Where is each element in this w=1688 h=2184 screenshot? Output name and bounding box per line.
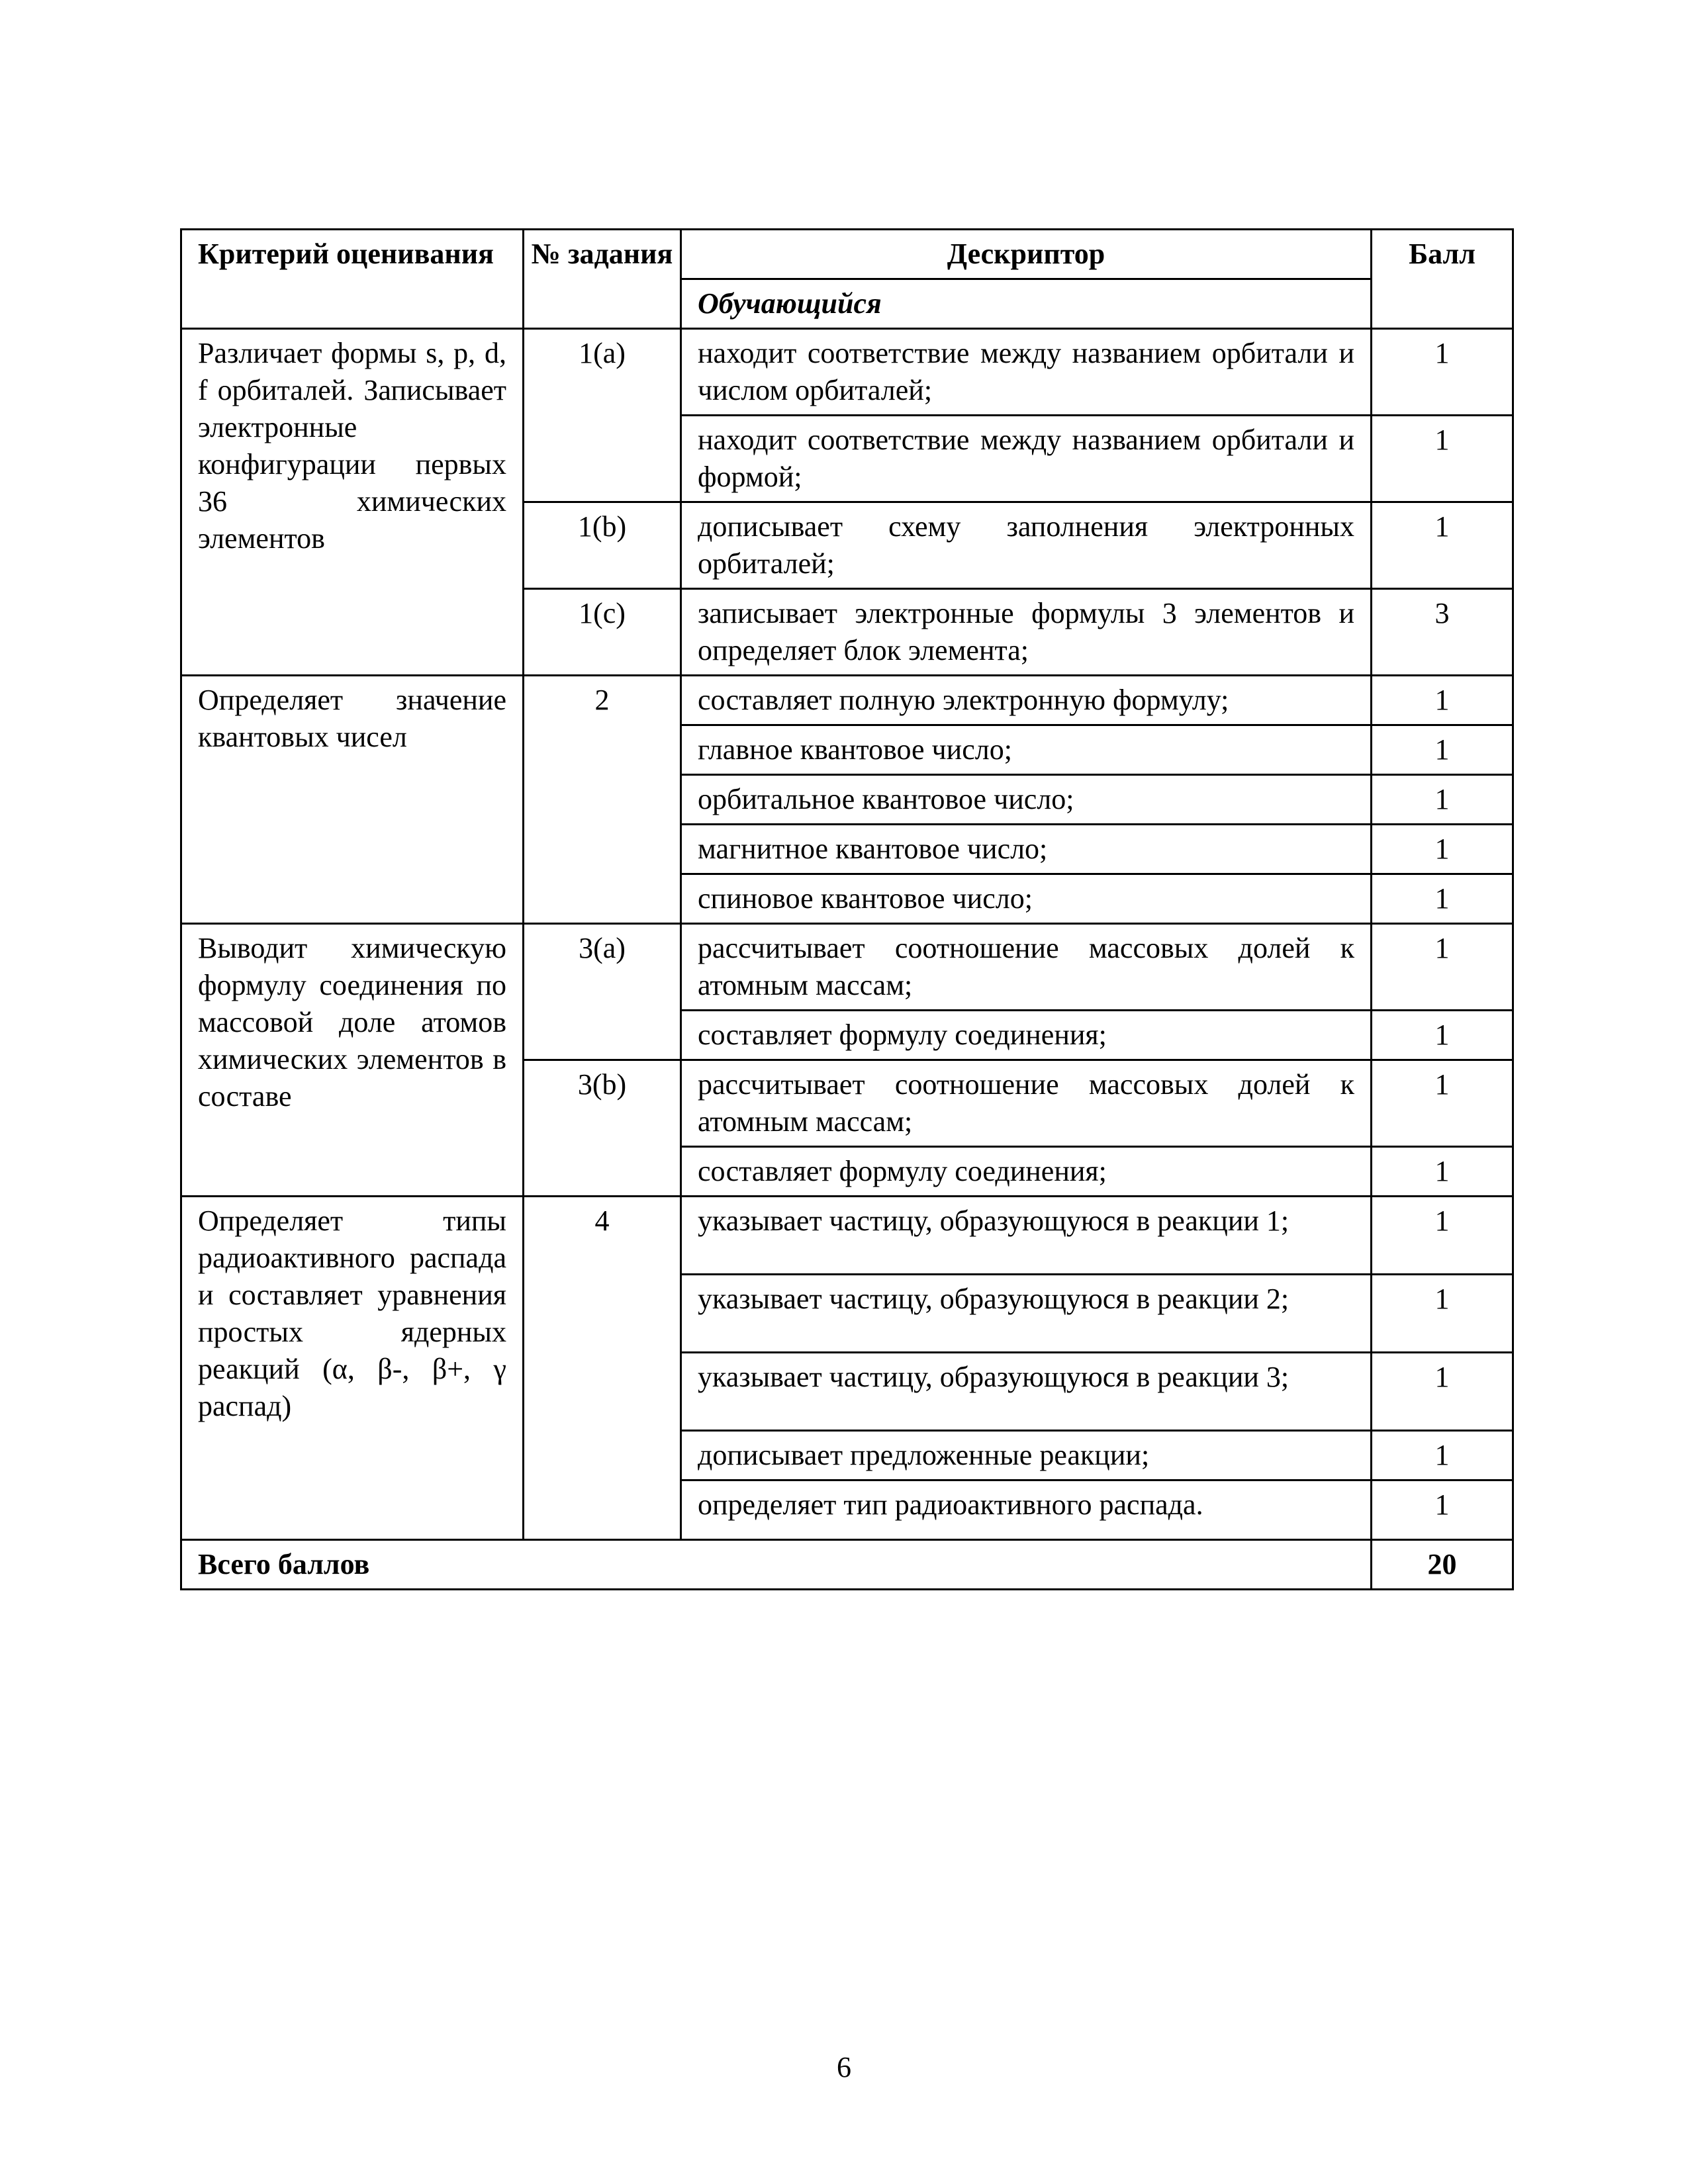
descriptor-cell: находит соответствие между названием орбитали и числом орбиталей; <box>681 329 1372 416</box>
header-task-no: № задания <box>524 230 681 329</box>
score-cell: 3 <box>1372 589 1513 676</box>
total-row <box>181 1540 1513 1590</box>
score-cell: 1 <box>1372 725 1513 775</box>
descriptor-cell: магнитное квантовое число; <box>681 825 1372 874</box>
score-cell: 1 <box>1372 416 1513 502</box>
score-cell: 1 <box>1372 775 1513 825</box>
descriptor-cell: указывает частицу, образующуюся в реакции 1; <box>681 1197 1372 1275</box>
descriptor-cell: главное квантовое число; <box>681 725 1372 775</box>
score-cell: 1 <box>1372 924 1513 1011</box>
header-criterion: Критерий оценивания <box>181 230 524 329</box>
task-number-cell: 4 <box>524 1197 681 1540</box>
descriptor-cell: орбитальное квантовое число; <box>681 775 1372 825</box>
descriptor-cell: составляет полную электронную формулу; <box>681 676 1372 725</box>
descriptor-cell: составляет формулу соединения; <box>681 1011 1372 1060</box>
table-row <box>181 924 1513 1011</box>
score-cell: 1 <box>1372 1275 1513 1353</box>
score-cell: 1 <box>1372 329 1513 416</box>
descriptor-cell: указывает частицу, образующуюся в реакции 2; <box>681 1275 1372 1353</box>
table-row <box>181 329 1513 416</box>
score-cell: 1 <box>1372 1353 1513 1431</box>
header-learner: Обучающийся <box>681 279 1372 329</box>
header-row <box>181 230 1513 279</box>
score-cell: 1 <box>1372 1060 1513 1147</box>
score-cell: 1 <box>1372 825 1513 874</box>
total-value: 20 <box>1372 1540 1513 1590</box>
task-number-cell: 1(a) <box>524 329 681 502</box>
descriptor-cell: определяет тип радиоактивного распада. <box>681 1480 1372 1540</box>
descriptor-cell: рассчитывает соотношение массовых долей к атомным массам; <box>681 1060 1372 1147</box>
descriptor-cell: записывает электронные формулы 3 элементов и определяет блок элемента; <box>681 589 1372 676</box>
descriptor-cell: спиновое квантовое число; <box>681 874 1372 924</box>
descriptor-cell: дописывает схему заполнения электронных орбиталей; <box>681 502 1372 589</box>
table-row <box>181 1197 1513 1275</box>
descriptor-cell: находит соответствие между названием орбитали и формой; <box>681 416 1372 502</box>
score-cell: 1 <box>1372 874 1513 924</box>
task-number-cell: 1(c) <box>524 589 681 676</box>
score-cell: 1 <box>1372 1147 1513 1197</box>
task-number-cell: 3(a) <box>524 924 681 1060</box>
task-number-cell: 2 <box>524 676 681 924</box>
criterion-cell: Определяет типы радиоактивного распада и составляет уравнения простых ядерных реакций (α, β-, β+, γ распад) <box>181 1197 524 1540</box>
table-row <box>181 676 1513 725</box>
criterion-cell: Различает формы s, p, d, f орбиталей. Записывает электронные конфигурации первых 36 химических элементов <box>181 329 524 676</box>
descriptor-cell: дописывает предложенные реакции; <box>681 1431 1372 1480</box>
descriptor-cell: составляет формулу соединения; <box>681 1147 1372 1197</box>
page-number: 6 <box>837 2051 851 2083</box>
score-cell: 1 <box>1372 1431 1513 1480</box>
score-cell: 1 <box>1372 1480 1513 1540</box>
descriptor-cell: рассчитывает соотношение массовых долей к атомным массам; <box>681 924 1372 1011</box>
score-cell: 1 <box>1372 502 1513 589</box>
task-number-cell: 3(b) <box>524 1060 681 1197</box>
total-label: Всего баллов <box>181 1540 1372 1590</box>
header-descriptor: Дескриптор <box>681 230 1372 279</box>
score-cell: 1 <box>1372 676 1513 725</box>
score-cell: 1 <box>1372 1011 1513 1060</box>
task-number-cell: 1(b) <box>524 502 681 589</box>
criterion-cell: Определяет значение квантовых чисел <box>181 676 524 924</box>
descriptor-cell: указывает частицу, образующуюся в реакции 3; <box>681 1353 1372 1431</box>
header-score: Балл <box>1372 230 1513 329</box>
rubric-table <box>180 228 1514 1590</box>
criterion-cell: Выводит химическую формулу соединения по массовой доле атомов химических элементов в составе <box>181 924 524 1197</box>
score-cell: 1 <box>1372 1197 1513 1275</box>
